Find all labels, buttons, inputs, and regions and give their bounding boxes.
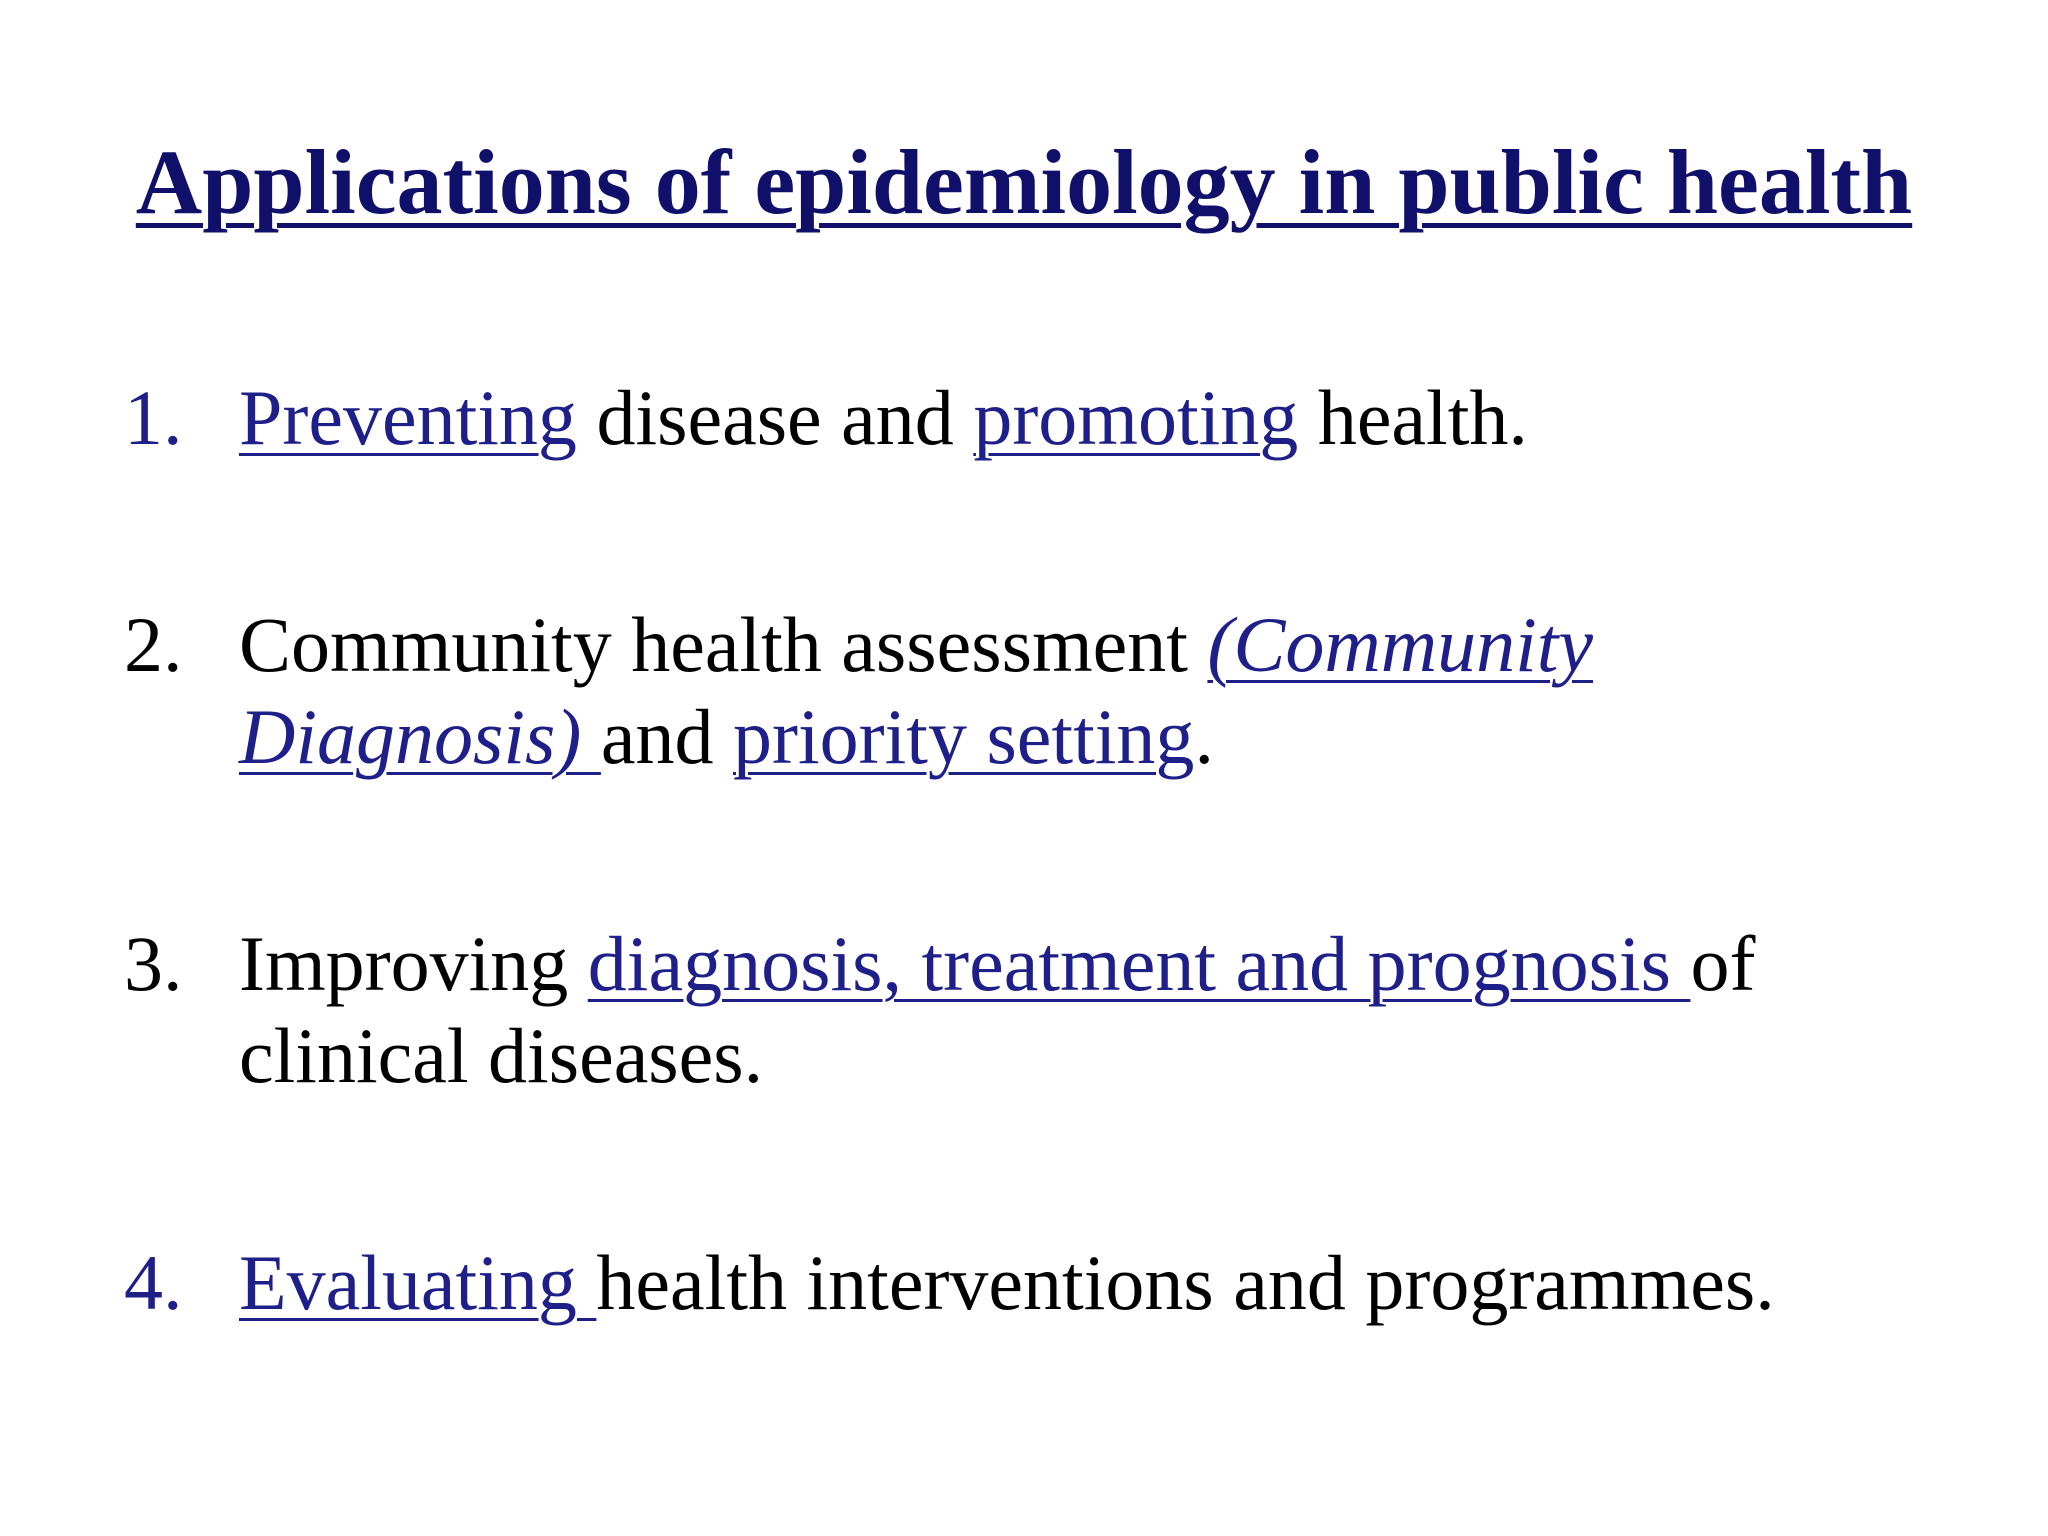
static-text: and	[600, 693, 733, 780]
static-text: clinical diseases.	[239, 1012, 764, 1099]
list-number-1: 1.	[124, 374, 183, 461]
list-text-2	[239, 599, 1939, 783]
static-text: of	[1690, 920, 1756, 1007]
slide-title-text: Applications of epidemiology in public health	[135, 131, 1913, 233]
list-number-2: 2.	[124, 601, 183, 688]
community-diagnosis-link[interactable]: (Community	[1207, 601, 1594, 688]
list-text-4	[239, 1237, 1939, 1329]
list-text-1	[239, 372, 1939, 464]
static-text: Improving	[239, 920, 588, 1007]
list-line	[239, 1237, 1939, 1329]
static-text: .	[1194, 693, 1214, 780]
priority-setting-link[interactable]: priority setting	[732, 693, 1195, 780]
list-number-3: 3.	[124, 920, 183, 1007]
list-line	[239, 691, 1939, 783]
static-text: disease and	[576, 374, 974, 461]
preventing-link[interactable]: Preventing	[239, 374, 577, 461]
static-text: Community health assessment	[239, 601, 1208, 688]
list-line	[239, 918, 1939, 1010]
static-text: health.	[1298, 374, 1528, 461]
list-line	[239, 372, 1939, 464]
list-line	[239, 1010, 1939, 1102]
list-line	[239, 599, 1939, 691]
list-text-3	[239, 918, 1939, 1102]
promoting-link[interactable]: promoting	[973, 374, 1299, 461]
evaluating-link[interactable]: Evaluating	[239, 1239, 597, 1326]
diagnosis-treatment-prognosis-link[interactable]: diagnosis, treatment and prognosis	[587, 920, 1691, 1007]
static-text: health interventions and programmes.	[596, 1239, 1775, 1326]
list-number-4: 4.	[124, 1239, 183, 1326]
slide-title	[0, 131, 2048, 233]
community-diagnosis-link[interactable]: Diagnosis)	[239, 693, 601, 780]
